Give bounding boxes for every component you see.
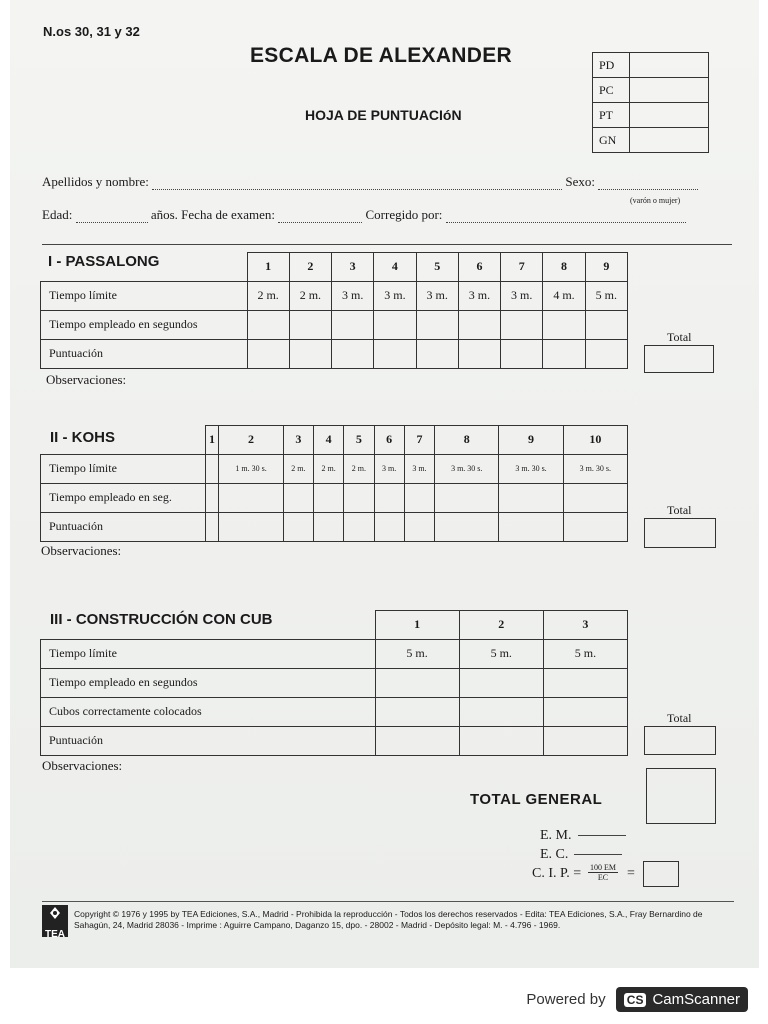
tea-logo [42,905,68,940]
score-cell[interactable] [289,339,331,368]
time-limit-cell: 2 m. [313,454,343,483]
score-cell[interactable] [459,726,543,755]
kohs-col-3: 3 [283,426,313,455]
kohs-score-label: Puntuación [41,512,206,541]
em-label: E. M. [540,828,572,843]
camscanner-logo-icon: CS [624,993,647,1007]
time-used-cell[interactable] [374,483,404,512]
pd-field[interactable] [630,53,709,78]
form-numbers: N.os 30, 31 y 32 [43,24,140,39]
score-cell[interactable] [283,512,313,541]
total-general-label: TOTAL GENERAL [470,791,603,808]
time-used-cell[interactable] [344,483,374,512]
passalong-total-box[interactable] [644,345,714,373]
kohs-total-box[interactable] [644,518,716,548]
kohs-col-6: 6 [374,426,404,455]
time-used-cell[interactable] [459,668,543,697]
camscanner-badge [616,987,748,1012]
time-used-cell[interactable] [283,483,313,512]
score-cell[interactable] [219,512,283,541]
time-limit-cell: 3 m. [374,454,404,483]
camscanner-brand: CamScanner [652,991,740,1008]
pc-field[interactable] [630,78,709,103]
kohs-col-4: 4 [313,426,343,455]
score-sheet [10,0,759,968]
time-limit-cell: 2 m. [289,281,331,310]
kohs-col-2: 2 [219,426,283,455]
cip-equals: = [627,866,635,881]
cubes-placed-label: Cubos correctamente colocados [41,697,376,726]
divider [42,244,732,245]
time-limit-cell: 2 m. [247,281,289,310]
passalong-col-2: 2 [289,253,331,282]
cubes-table [40,610,628,756]
footer-divider [42,901,734,902]
score-cell[interactable] [543,339,585,368]
kohs-observations-label: Observaciones: [41,543,122,558]
em-row [540,828,626,844]
cubes-placed-cell[interactable] [543,697,627,726]
time-used-cell[interactable] [289,310,331,339]
tea-logo-text: TEA [45,929,65,940]
passalong-total-label: Total [667,330,692,344]
score-cell[interactable] [332,339,374,368]
pt-label: PT [593,103,630,128]
time-used-cell[interactable] [563,483,627,512]
time-used-cell[interactable] [374,310,416,339]
time-used-cell[interactable] [501,310,543,339]
passalong-col-9: 9 [585,253,627,282]
kohs-time-used-label: Tiempo empleado en seg. [41,483,206,512]
score-cell[interactable] [458,339,500,368]
section-kohs-title: II - KOHS [50,429,116,446]
score-cell[interactable] [205,512,219,541]
kohs-col-5: 5 [344,426,374,455]
camscanner-watermark [526,987,748,1012]
cubes-time-limit-label: Tiempo límite [41,639,376,668]
corrected-by-label: Corregido por: [365,207,443,222]
time-limit-cell: 2 m. [344,454,374,483]
total-general-box[interactable] [646,768,716,824]
tea-emblem-icon [42,905,68,925]
gn-label: GN [593,128,630,153]
exam-date-field[interactable] [278,212,362,223]
cip-numerator: 100 EM [590,863,616,872]
cubes-time-used-label: Tiempo empleado en segundos [41,668,376,697]
time-limit-cell: 3 m. 30 s. [563,454,627,483]
time-used-cell[interactable] [543,310,585,339]
cubes-col-2: 2 [459,611,543,640]
ec-label: E. C. [540,847,569,862]
cubes-total-box[interactable] [644,726,716,755]
time-limit-cell [205,454,219,483]
passalong-col-1: 1 [247,253,289,282]
time-used-cell[interactable] [543,668,627,697]
kohs-col-1: 1 [205,426,219,455]
cubes-observations-label: Observaciones: [42,758,123,773]
copyright-text: Copyright © 1976 y 1995 by TEA Ediciones, S.A., Madrid - Prohibida la reproducción - Todos los derechos reservados - Edita: TEA Ediciones, S.A., Fray Bernardino de Sahagún, 24, Madrid 28036 - Imprime : Aguirre Campano, Daganzo 15, dpo. - 28002 - Madrid - Depósito legal: M. - 4.796 - 1969. [74,909,703,930]
cubes-placed-cell[interactable] [459,697,543,726]
cip-fraction [588,863,618,882]
powered-by-label: Powered by [526,991,606,1008]
sex-field[interactable] [598,179,698,190]
time-used-cell[interactable] [219,483,283,512]
age-field[interactable] [76,212,148,223]
score-cell[interactable] [501,339,543,368]
sex-hint: (varón o mujer) [630,196,681,205]
cubes-total-label: Total [667,711,692,725]
score-cell[interactable] [313,512,343,541]
time-limit-cell: 3 m. [374,281,416,310]
time-limit-cell: 5 m. [459,639,543,668]
form-subtitle: HOJA DE PUNTUACIóN [305,107,462,123]
section-passalong-title: I - PASSALONG [48,253,160,270]
form-title: ESCALA DE ALEXANDER [250,44,512,67]
summary-score-table [592,52,709,153]
kohs-table [40,425,628,542]
time-used-cell[interactable] [375,668,459,697]
cubes-col-1: 1 [375,611,459,640]
pc-label: PC [593,78,630,103]
passalong-observations-label: Observaciones: [46,372,127,387]
passalong-time-limit-label: Tiempo límite [41,281,248,310]
passalong-score-label: Puntuación [41,339,248,368]
time-used-cell[interactable] [435,483,499,512]
exam-date-label: Fecha de examen: [181,207,276,222]
passalong-col-3: 3 [332,253,374,282]
cip-denominator: EC [597,873,609,882]
passalong-col-8: 8 [543,253,585,282]
gn-field[interactable] [630,128,709,153]
passalong-time-used-label: Tiempo empleado en segundos [41,310,248,339]
time-limit-cell: 3 m. [416,281,458,310]
score-cell[interactable] [585,339,627,368]
time-limit-cell: 3 m. [332,281,374,310]
em-field[interactable] [578,835,626,836]
score-cell[interactable] [374,512,404,541]
years-label: años. [150,207,178,222]
time-limit-cell: 3 m. [404,454,434,483]
corrected-by-field[interactable] [446,212,686,223]
name-field[interactable] [152,179,562,190]
ec-row [540,847,622,863]
passalong-table [40,252,628,369]
passalong-col-4: 4 [374,253,416,282]
time-limit-cell: 4 m. [543,281,585,310]
time-limit-cell: 3 m. [501,281,543,310]
kohs-col-10: 10 [563,426,627,455]
time-limit-cell: 3 m. [458,281,500,310]
time-used-cell[interactable] [332,310,374,339]
time-limit-cell: 1 m. 30 s. [219,454,283,483]
time-used-cell[interactable] [416,310,458,339]
time-limit-cell: 5 m. [543,639,627,668]
name-label: Apellidos y nombre: [42,174,149,189]
age-row [42,207,732,223]
cubes-placed-cell[interactable] [375,697,459,726]
time-limit-cell: 2 m. [283,454,313,483]
cubes-score-label: Puntuación [41,726,376,755]
pd-label: PD [593,53,630,78]
time-limit-cell: 3 m. 30 s. [435,454,499,483]
passalong-col-7: 7 [501,253,543,282]
name-row [42,174,732,190]
kohs-total-label: Total [667,503,692,517]
pt-field[interactable] [630,103,709,128]
time-limit-cell: 5 m. [585,281,627,310]
time-used-cell[interactable] [205,483,219,512]
ec-field[interactable] [574,854,622,855]
score-cell[interactable] [247,339,289,368]
time-used-cell[interactable] [585,310,627,339]
kohs-col-9: 9 [499,426,563,455]
age-label: Edad: [42,207,73,222]
score-cell[interactable] [543,726,627,755]
score-cell[interactable] [563,512,627,541]
score-cell[interactable] [375,726,459,755]
section-cubes-title: III - CONSTRUCCIÓN CON CUB [50,611,273,628]
sex-label: Sexo: [565,174,596,189]
time-used-cell[interactable] [499,483,563,512]
kohs-col-7: 7 [404,426,434,455]
score-cell[interactable] [344,512,374,541]
time-used-cell[interactable] [458,310,500,339]
cubes-col-3: 3 [543,611,627,640]
time-used-cell[interactable] [313,483,343,512]
kohs-col-8: 8 [435,426,499,455]
score-cell[interactable] [374,339,416,368]
passalong-col-5: 5 [416,253,458,282]
time-limit-cell: 3 m. 30 s. [499,454,563,483]
score-cell[interactable] [499,512,563,541]
score-cell[interactable] [435,512,499,541]
passalong-col-6: 6 [458,253,500,282]
cip-result-box[interactable] [643,861,679,887]
kohs-time-limit-label: Tiempo límite [41,454,206,483]
time-used-cell[interactable] [404,483,434,512]
cip-label: C. I. P. = [532,866,582,881]
score-cell[interactable] [404,512,434,541]
time-limit-cell: 5 m. [375,639,459,668]
time-used-cell[interactable] [247,310,289,339]
score-cell[interactable] [416,339,458,368]
